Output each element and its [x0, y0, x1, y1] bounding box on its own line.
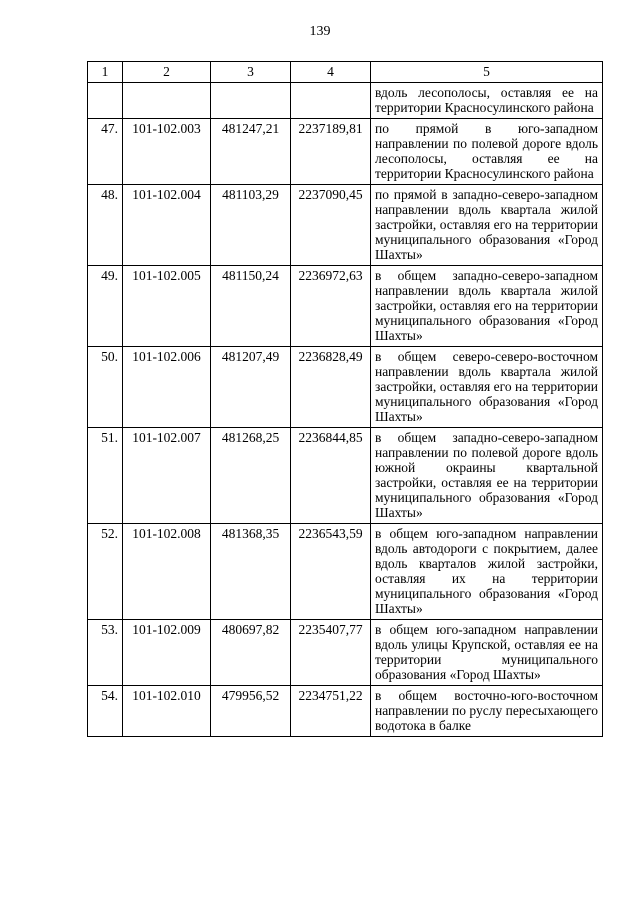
- coordinate-x: 481368,35: [211, 524, 291, 620]
- point-code: [123, 83, 211, 119]
- point-code: 101-102.005: [123, 266, 211, 347]
- table-row: [88, 686, 603, 737]
- column-header-2: 2: [123, 62, 211, 83]
- point-code: 101-102.008: [123, 524, 211, 620]
- coordinate-x: [211, 83, 291, 119]
- table-row: [88, 83, 603, 119]
- column-header-1: 1: [88, 62, 123, 83]
- coordinate-y: 2236828,49: [291, 347, 371, 428]
- boundary-description: по прямой в юго-западном направлении по полевой дороге вдоль лесополосы, оставляя ее на территории Красносулинского района: [371, 119, 603, 185]
- point-code: 101-102.010: [123, 686, 211, 737]
- coordinate-x: 481103,29: [211, 185, 291, 266]
- point-code: 101-102.009: [123, 620, 211, 686]
- coordinate-y: 2235407,77: [291, 620, 371, 686]
- table-row: [88, 119, 603, 185]
- boundary-description: вдоль лесополосы, оставляя ее на территории Красносулинского района: [371, 83, 603, 119]
- point-code: 101-102.003: [123, 119, 211, 185]
- coordinate-x: 481247,21: [211, 119, 291, 185]
- coordinate-x: 481150,24: [211, 266, 291, 347]
- row-number: 53.: [88, 620, 123, 686]
- coordinate-y: 2237189,81: [291, 119, 371, 185]
- row-number: 52.: [88, 524, 123, 620]
- table-row: [88, 428, 603, 524]
- page-number: 139: [309, 24, 331, 39]
- boundary-points-table: [87, 61, 603, 737]
- coordinate-x: 481207,49: [211, 347, 291, 428]
- boundary-description: в общем юго-западном направлении вдоль улицы Крупской, оставляя ее на территории муниципального образования «Город Шахты»: [371, 620, 603, 686]
- boundary-description: в общем западно-северо-западном направлении по полевой дороге вдоль южной окраины квартальной застройки, оставляя ее на территории муниципального образования «Город Шахты»: [371, 428, 603, 524]
- boundary-description: по прямой в западно-северо-западном направлении вдоль квартала жилой застройки, оставляя его на территории муниципального образования «Город Шахты»: [371, 185, 603, 266]
- point-code: 101-102.004: [123, 185, 211, 266]
- coordinate-y: 2234751,22: [291, 686, 371, 737]
- coordinate-y: 2236543,59: [291, 524, 371, 620]
- column-header-5: 5: [371, 62, 603, 83]
- coordinate-y: 2236972,63: [291, 266, 371, 347]
- coordinate-y: 2237090,45: [291, 185, 371, 266]
- row-number: 51.: [88, 428, 123, 524]
- coordinate-x: 481268,25: [211, 428, 291, 524]
- coordinate-x: 479956,52: [211, 686, 291, 737]
- table-row: [88, 347, 603, 428]
- row-number: 48.: [88, 185, 123, 266]
- boundary-description: в общем восточно-юго-восточном направлении по руслу пересыхающего водотока в балке: [371, 686, 603, 737]
- row-number: 54.: [88, 686, 123, 737]
- point-code: 101-102.007: [123, 428, 211, 524]
- row-number: 47.: [88, 119, 123, 185]
- coordinate-x: 480697,82: [211, 620, 291, 686]
- table-row: [88, 185, 603, 266]
- table-row: [88, 620, 603, 686]
- coordinate-y: [291, 83, 371, 119]
- boundary-description: в общем северо-северо-восточном направлении вдоль квартала жилой застройки, оставляя его на территории муниципального образования «Город Шахты»: [371, 347, 603, 428]
- point-code: 101-102.006: [123, 347, 211, 428]
- coordinate-y: 2236844,85: [291, 428, 371, 524]
- boundary-description: в общем юго-западном направлении вдоль автодороги с покрытием, далее вдоль кварталов жилой застройки, оставляя их на территории муниципального образования «Город Шахты»: [371, 524, 603, 620]
- column-header-4: 4: [291, 62, 371, 83]
- row-number: 50.: [88, 347, 123, 428]
- table-header-row: [88, 62, 603, 83]
- table-row: [88, 524, 603, 620]
- table-row: [88, 266, 603, 347]
- column-header-3: 3: [211, 62, 291, 83]
- row-number: [88, 83, 123, 119]
- boundary-description: в общем западно-северо-западном направлении вдоль квартала жилой застройки, оставляя его на территории муниципального образования «Город Шахты»: [371, 266, 603, 347]
- row-number: 49.: [88, 266, 123, 347]
